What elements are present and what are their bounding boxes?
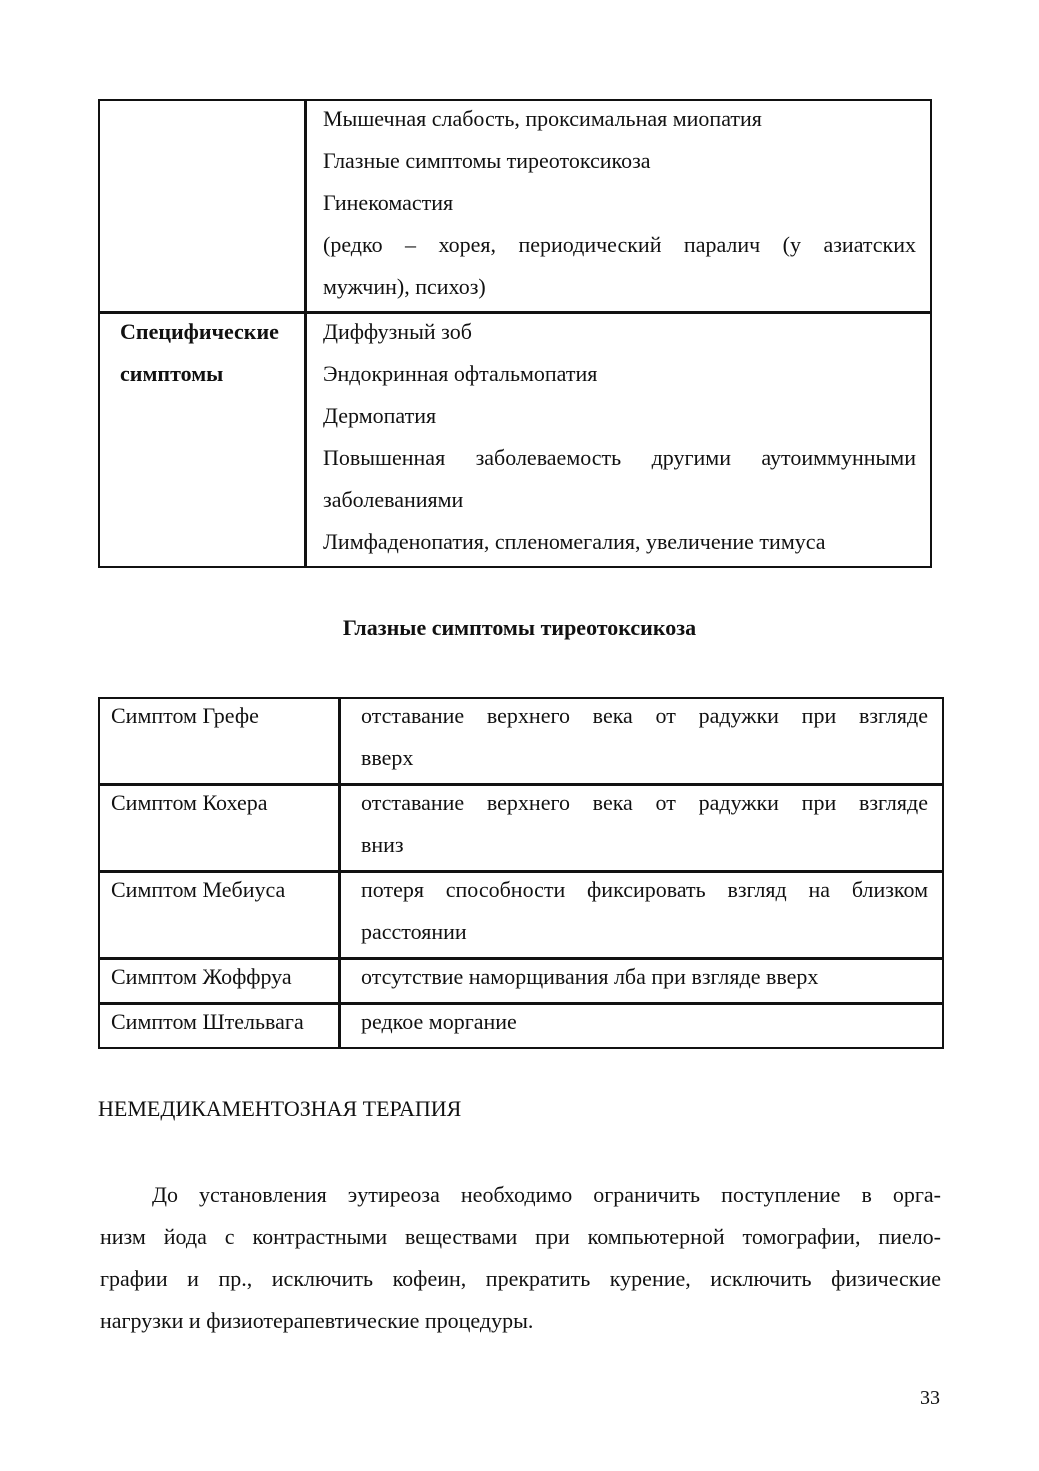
symptom-desc-cell bbox=[340, 1004, 944, 1049]
symptom-desc-line: отсутствие наморщивания лба при взгляде вверх bbox=[361, 964, 819, 989]
table-row bbox=[99, 100, 931, 313]
symptom-desc-line: расстоянии bbox=[361, 919, 467, 944]
symptoms-table bbox=[98, 99, 932, 568]
table-line: Эндокринная офтальмопатия bbox=[323, 361, 598, 386]
table-line: (редко – хорея, периодический паралич (у азиатских bbox=[323, 232, 916, 257]
table-line: мужчин), психоз) bbox=[323, 274, 486, 299]
symptom-name: Симптом Жоффруа bbox=[111, 964, 292, 989]
table-line: Глазные симптомы тиреотоксикоза bbox=[323, 148, 651, 173]
table-line: Мышечная слабость, проксимальная миопатия bbox=[323, 106, 762, 131]
symptom-desc-cell bbox=[340, 698, 944, 785]
row-label: симптомы bbox=[120, 361, 224, 386]
symptom-desc-line: отставание верхнего века от радужки при взгляде bbox=[361, 790, 928, 815]
paragraph-line: низм йода с контрастными веществами при компьютерной томографии, пиело- bbox=[100, 1224, 941, 1249]
table-cell-content bbox=[306, 100, 932, 313]
symptom-name-cell bbox=[99, 785, 340, 872]
table-line: Дермопатия bbox=[323, 403, 437, 428]
symptom-desc-line: потеря способности фиксировать взгляд на близком bbox=[361, 877, 928, 902]
body-paragraph bbox=[100, 1176, 941, 1344]
table-line: Повышенная заболеваемость другими аутоиммунными bbox=[323, 445, 916, 470]
paragraph-line: До установления эутиреоза необходимо ограничить поступление в орга- bbox=[152, 1182, 941, 1207]
paragraph-line: нагрузки и физиотерапевтические процедуры. bbox=[100, 1308, 534, 1333]
symptom-name-cell bbox=[99, 959, 340, 1004]
symptom-name-cell bbox=[99, 698, 340, 785]
symptom-name-cell bbox=[99, 872, 340, 959]
eye-symptoms-table bbox=[98, 697, 944, 1049]
table-row bbox=[99, 785, 943, 872]
table-row bbox=[99, 1004, 943, 1049]
table-line: заболеваниями bbox=[323, 487, 464, 512]
symptom-name: Симптом Грефе bbox=[111, 703, 259, 728]
table-line: Лимфаденопатия, спленомегалия, увеличение тимуса bbox=[323, 529, 826, 554]
row-label: Специфические bbox=[120, 319, 279, 344]
table-line: Гинекомастия bbox=[323, 190, 454, 215]
symptom-desc-cell bbox=[340, 959, 944, 1004]
symptom-name: Симптом Штельвага bbox=[111, 1009, 304, 1034]
symptom-desc-line: редкое моргание bbox=[361, 1009, 517, 1034]
symptom-name-cell bbox=[99, 1004, 340, 1049]
table-row bbox=[99, 698, 943, 785]
symptom-name: Симптом Кохера bbox=[111, 790, 268, 815]
therapy-heading: НЕМЕДИКАМЕНТОЗНАЯ ТЕРАПИЯ bbox=[98, 1096, 462, 1121]
table-cell-content bbox=[306, 313, 932, 568]
table-row bbox=[99, 959, 943, 1004]
symptom-name: Симптом Мебиуса bbox=[111, 877, 286, 902]
table-row bbox=[99, 872, 943, 959]
table-cell-label bbox=[99, 313, 306, 568]
table-cell-label bbox=[99, 100, 306, 313]
page-number: 33 bbox=[920, 1387, 940, 1409]
table-row bbox=[99, 313, 931, 568]
symptom-desc-cell bbox=[340, 872, 944, 959]
symptom-desc-line: отставание верхнего века от радужки при взгляде bbox=[361, 703, 928, 728]
paragraph-line: графии и пр., исключить кофеин, прекратить курение, исключить физические bbox=[100, 1266, 941, 1291]
symptom-desc-line: вниз bbox=[361, 832, 404, 857]
symptom-desc-line: вверх bbox=[361, 745, 414, 770]
table-line: Диффузный зоб bbox=[323, 319, 472, 344]
symptom-desc-cell bbox=[340, 785, 944, 872]
section-title: Глазные симптомы тиреотоксикоза bbox=[342, 615, 697, 640]
